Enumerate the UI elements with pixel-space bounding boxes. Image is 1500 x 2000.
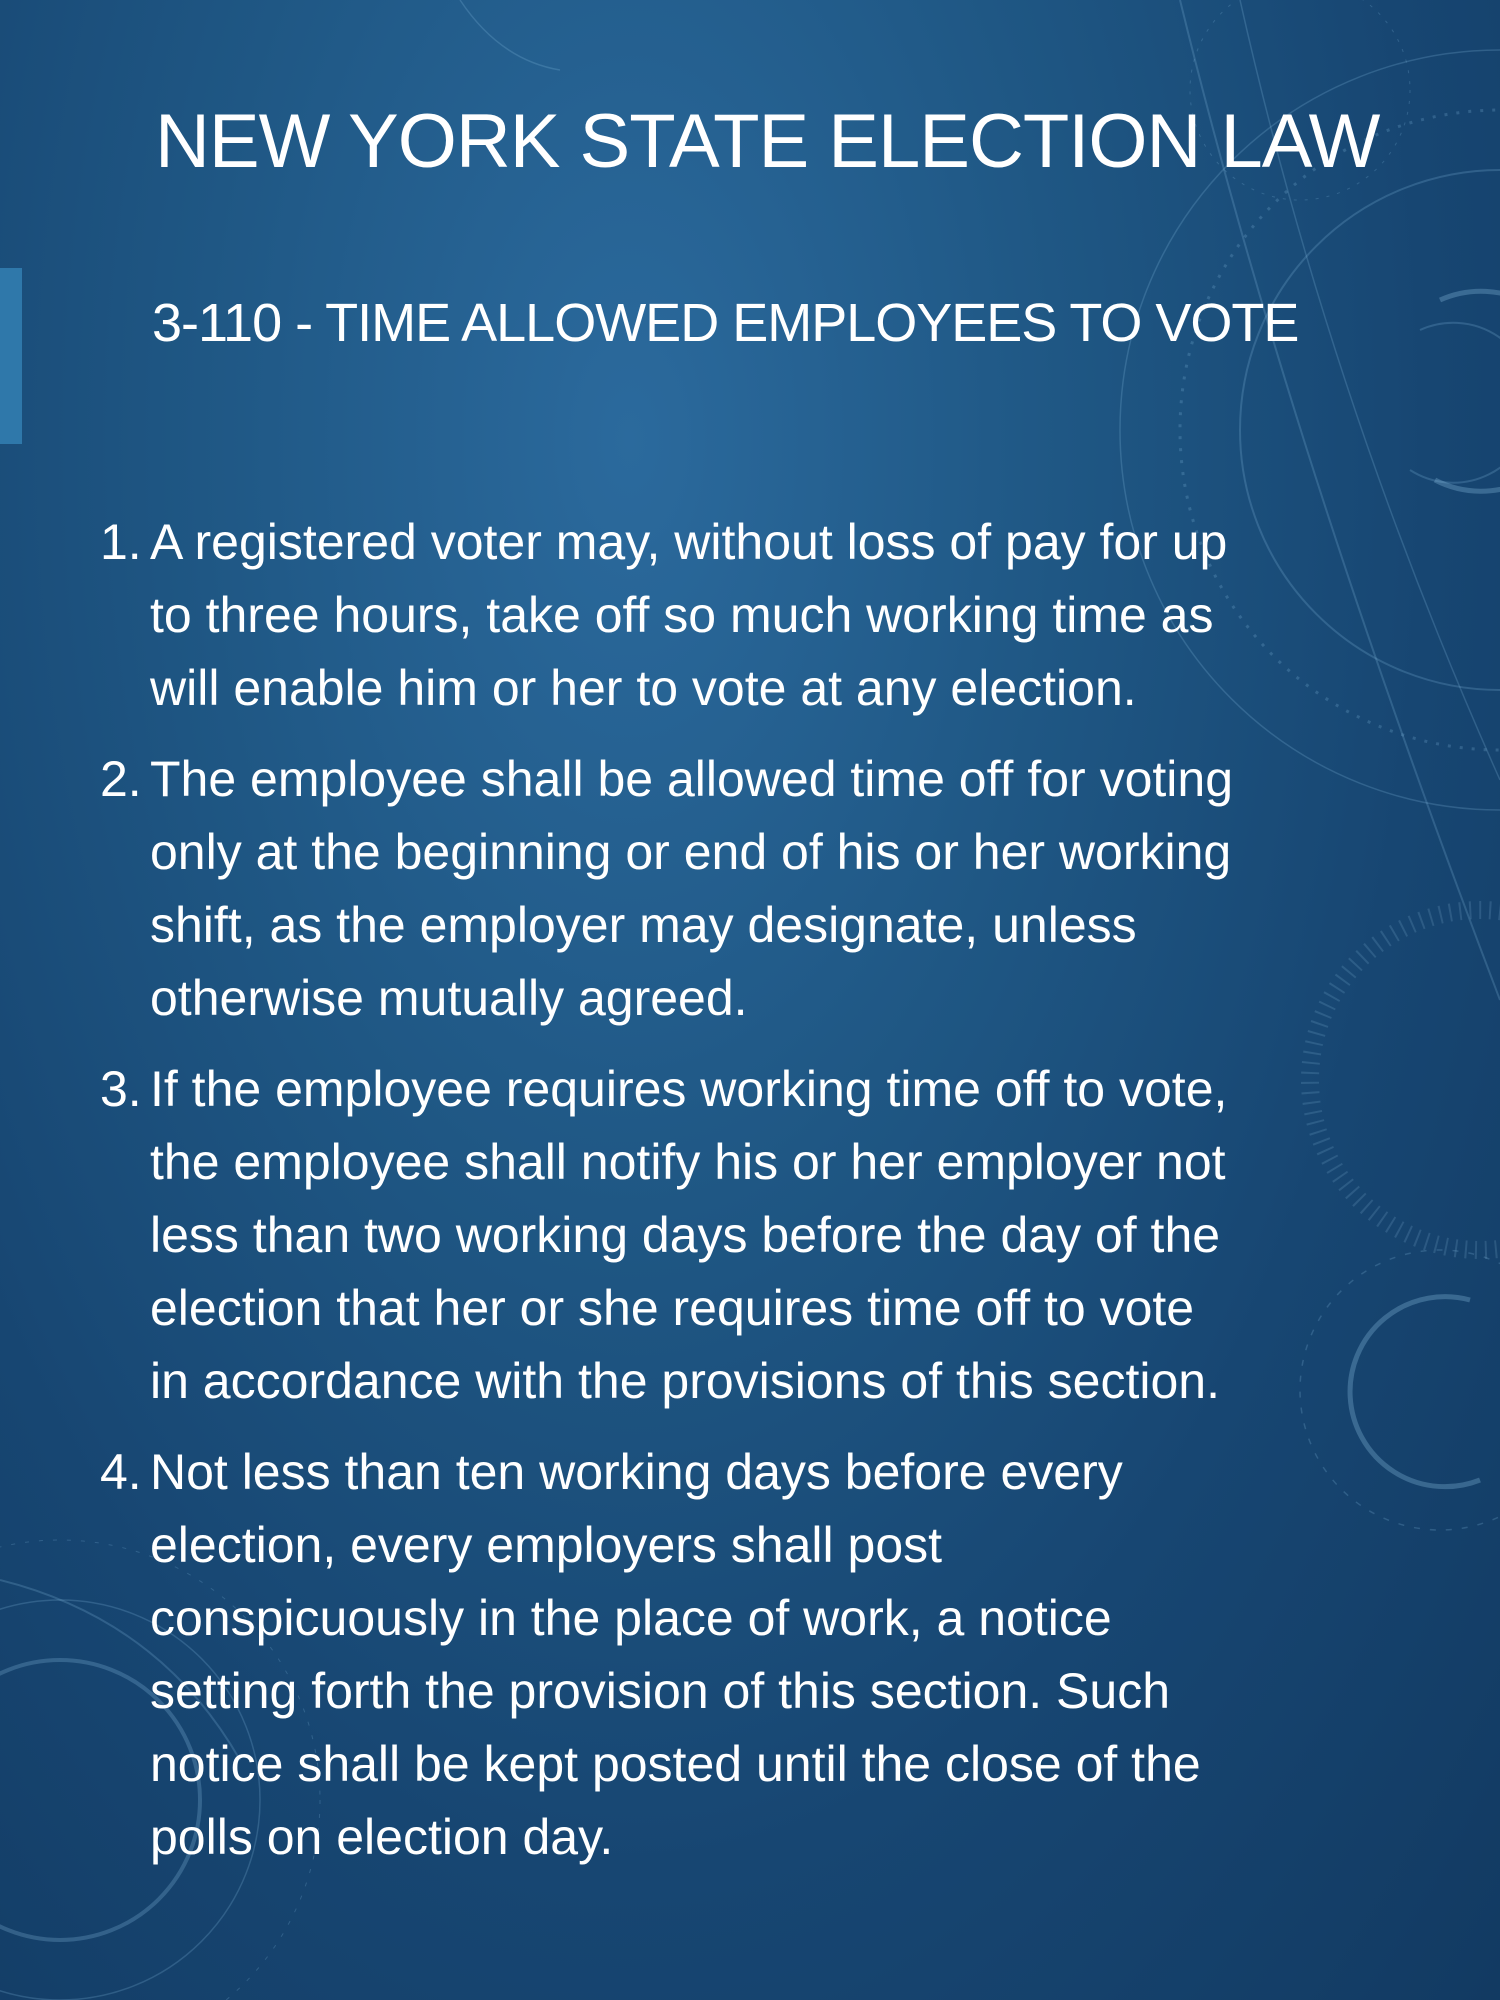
rule-line: notice shall be kept posted until the close of the (150, 1736, 1201, 1792)
rule-item (100, 506, 1420, 725)
rule-text (150, 1053, 1410, 1418)
rule-line: will enable him or her to vote at any election. (150, 660, 1137, 716)
rule-line: election, every employers shall post (150, 1517, 943, 1573)
rule-line: shift, as the employer may designate, unless (150, 897, 1137, 953)
rule-line: conspicuously in the place of work, a notice (150, 1590, 1112, 1646)
rule-line: to three hours, take off so much working time as (150, 587, 1214, 643)
rule-line: Not less than ten working days before every (150, 1444, 1123, 1500)
rule-line: the employee shall notify his or her employer not (150, 1134, 1226, 1190)
rule-line: otherwise mutually agreed. (150, 970, 748, 1026)
slide-subtitle: 3-110 - TIME ALLOWED EMPLOYEES TO VOTE (152, 293, 1299, 353)
rule-line: only at the beginning or end of his or her working (150, 824, 1232, 880)
rule-line: The employee shall be allowed time off for voting (150, 751, 1234, 807)
rule-line: polls on election day. (150, 1809, 614, 1865)
rule-item (100, 1436, 1420, 1874)
rule-line: election that her or she requires time off to vote (150, 1280, 1195, 1336)
rule-number: 1. (100, 514, 142, 570)
rule-line: If the employee requires working time off to vote, (150, 1061, 1228, 1117)
slide-title: NEW YORK STATE ELECTION LAW (155, 99, 1380, 184)
rule-item (100, 743, 1420, 1035)
rule-text (150, 506, 1410, 725)
rule-text (150, 1436, 1410, 1874)
rule-line: A registered voter may, without loss of pay for up (150, 514, 1228, 570)
rule-number: 4. (100, 1444, 142, 1500)
rule-number: 2. (100, 751, 142, 807)
rule-line: in accordance with the provisions of this section. (150, 1353, 1220, 1409)
rule-line: less than two working days before the day of the (150, 1207, 1221, 1263)
rule-text (150, 743, 1410, 1035)
rule-number: 3. (100, 1061, 142, 1117)
rules-list (100, 506, 1420, 1892)
rule-item (100, 1053, 1420, 1418)
rule-line: setting forth the provision of this section. Such (150, 1663, 1170, 1719)
side-accent-bar (0, 268, 22, 444)
